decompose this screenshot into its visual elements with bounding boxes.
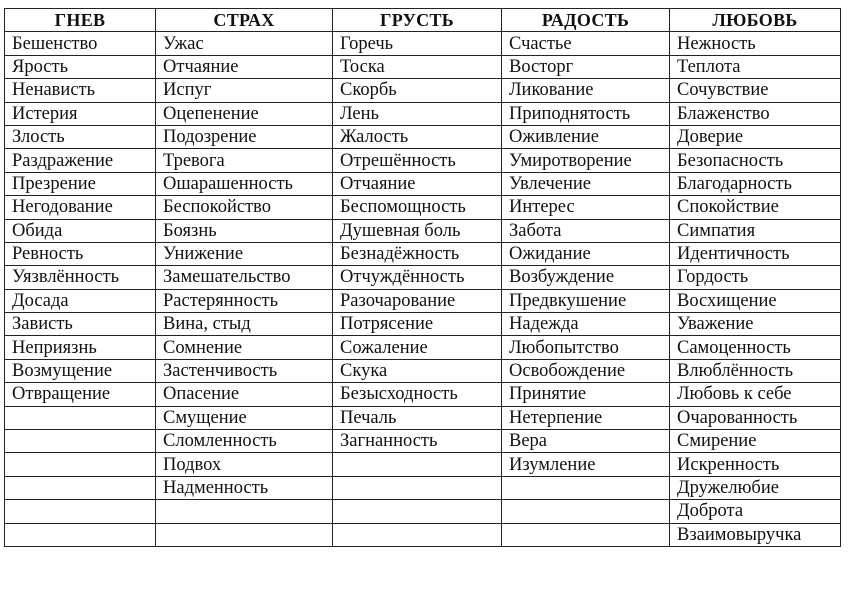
cell-fear [156,500,333,523]
cell-love: Сочувствие [670,79,841,102]
cell-sadness: Беспомощность [333,196,502,219]
table-row [5,266,841,289]
cell-fear: Ужас [156,32,333,55]
cell-fear: Растерянность [156,289,333,312]
cell-sadness [333,476,502,499]
cell-joy: Надежда [502,313,670,336]
cell-joy: Нетерпение [502,406,670,429]
cell-sadness [333,453,502,476]
table-header-row [5,9,841,32]
cell-sadness: Отрешённость [333,149,502,172]
cell-sadness: Скука [333,359,502,382]
cell-joy: Увлечение [502,172,670,195]
cell-fear: Испуг [156,79,333,102]
cell-joy: Возбуждение [502,266,670,289]
table-row [5,476,841,499]
cell-fear: Оцепенение [156,102,333,125]
cell-anger: Бешенство [5,32,156,55]
cell-anger: Раздражение [5,149,156,172]
cell-anger: Презрение [5,172,156,195]
cell-love: Взаимовыручка [670,523,841,546]
cell-love: Дружелюбие [670,476,841,499]
cell-joy: Вера [502,430,670,453]
cell-sadness: Сожаление [333,336,502,359]
cell-fear: Подвох [156,453,333,476]
cell-fear: Ошарашенность [156,172,333,195]
cell-anger: Ярость [5,55,156,78]
cell-anger: Истерия [5,102,156,125]
cell-sadness: Лень [333,102,502,125]
table-row [5,196,841,219]
cell-love: Самоценность [670,336,841,359]
cell-fear: Боязнь [156,219,333,242]
cell-sadness [333,500,502,523]
cell-sadness: Жалость [333,125,502,148]
cell-anger: Обида [5,219,156,242]
cell-sadness: Безысходность [333,383,502,406]
table-row [5,242,841,265]
cell-love: Влюблённость [670,359,841,382]
cell-joy: Умиротворение [502,149,670,172]
table-row [5,79,841,102]
cell-love: Спокойствие [670,196,841,219]
cell-fear: Вина, стыд [156,313,333,336]
table-row [5,219,841,242]
cell-sadness: Потрясение [333,313,502,336]
cell-love: Гордость [670,266,841,289]
cell-joy: Забота [502,219,670,242]
header-joy: РАДОСТЬ [502,9,670,32]
cell-fear [156,523,333,546]
cell-fear: Надменность [156,476,333,499]
cell-sadness: Отчуждённость [333,266,502,289]
cell-fear: Унижение [156,242,333,265]
header-anger: ГНЕВ [5,9,156,32]
cell-fear: Замешательство [156,266,333,289]
cell-love: Любовь к себе [670,383,841,406]
cell-anger [5,523,156,546]
cell-anger [5,500,156,523]
table-body [5,32,841,547]
cell-sadness: Отчаяние [333,172,502,195]
table-row [5,32,841,55]
cell-joy: Изумление [502,453,670,476]
cell-sadness: Скорбь [333,79,502,102]
cell-fear: Сломленность [156,430,333,453]
cell-love: Смирение [670,430,841,453]
cell-anger [5,406,156,429]
cell-sadness: Душевная боль [333,219,502,242]
header-sadness: ГРУСТЬ [333,9,502,32]
cell-anger: Досада [5,289,156,312]
cell-love: Восхищение [670,289,841,312]
table-row [5,125,841,148]
table-row [5,313,841,336]
cell-sadness [333,523,502,546]
cell-love: Симпатия [670,219,841,242]
cell-joy: Принятие [502,383,670,406]
cell-sadness: Безнадёжность [333,242,502,265]
cell-anger [5,430,156,453]
cell-love: Искренность [670,453,841,476]
cell-sadness: Печаль [333,406,502,429]
cell-fear: Смущение [156,406,333,429]
cell-fear: Отчаяние [156,55,333,78]
table-row [5,289,841,312]
cell-joy: Освобождение [502,359,670,382]
cell-fear: Подозрение [156,125,333,148]
cell-love: Нежность [670,32,841,55]
cell-love: Идентичность [670,242,841,265]
cell-love: Доброта [670,500,841,523]
table-row [5,430,841,453]
cell-joy [502,476,670,499]
table-row [5,336,841,359]
cell-joy: Интерес [502,196,670,219]
table-row [5,172,841,195]
table-row [5,102,841,125]
cell-anger: Отвращение [5,383,156,406]
cell-anger: Ненависть [5,79,156,102]
cell-sadness: Разочарование [333,289,502,312]
cell-anger: Ревность [5,242,156,265]
table-row [5,500,841,523]
cell-fear: Опасение [156,383,333,406]
cell-anger: Возмущение [5,359,156,382]
emotions-table [4,8,841,547]
cell-sadness: Горечь [333,32,502,55]
cell-fear: Тревога [156,149,333,172]
cell-love: Доверие [670,125,841,148]
cell-anger: Неприязнь [5,336,156,359]
cell-sadness: Тоска [333,55,502,78]
cell-joy: Счастье [502,32,670,55]
cell-anger: Уязвлённость [5,266,156,289]
table-row [5,406,841,429]
cell-sadness: Загнанность [333,430,502,453]
table-row [5,149,841,172]
cell-anger: Злость [5,125,156,148]
cell-joy [502,500,670,523]
cell-fear: Сомнение [156,336,333,359]
cell-joy [502,523,670,546]
cell-fear: Застенчивость [156,359,333,382]
cell-fear: Беспокойство [156,196,333,219]
cell-love: Уважение [670,313,841,336]
cell-love: Безопасность [670,149,841,172]
cell-anger: Зависть [5,313,156,336]
cell-joy: Ликование [502,79,670,102]
cell-joy: Оживление [502,125,670,148]
table-row [5,453,841,476]
cell-joy: Предвкушение [502,289,670,312]
cell-joy: Ожидание [502,242,670,265]
table-row [5,383,841,406]
cell-joy: Любопытство [502,336,670,359]
cell-love: Благодарность [670,172,841,195]
cell-love: Блаженство [670,102,841,125]
cell-anger [5,453,156,476]
cell-anger [5,476,156,499]
table-row [5,55,841,78]
cell-joy: Приподнятость [502,102,670,125]
cell-love: Очарованность [670,406,841,429]
cell-anger: Негодование [5,196,156,219]
table-row [5,523,841,546]
table-row [5,359,841,382]
header-love: ЛЮБОВЬ [670,9,841,32]
header-fear: СТРАХ [156,9,333,32]
cell-love: Теплота [670,55,841,78]
cell-joy: Восторг [502,55,670,78]
